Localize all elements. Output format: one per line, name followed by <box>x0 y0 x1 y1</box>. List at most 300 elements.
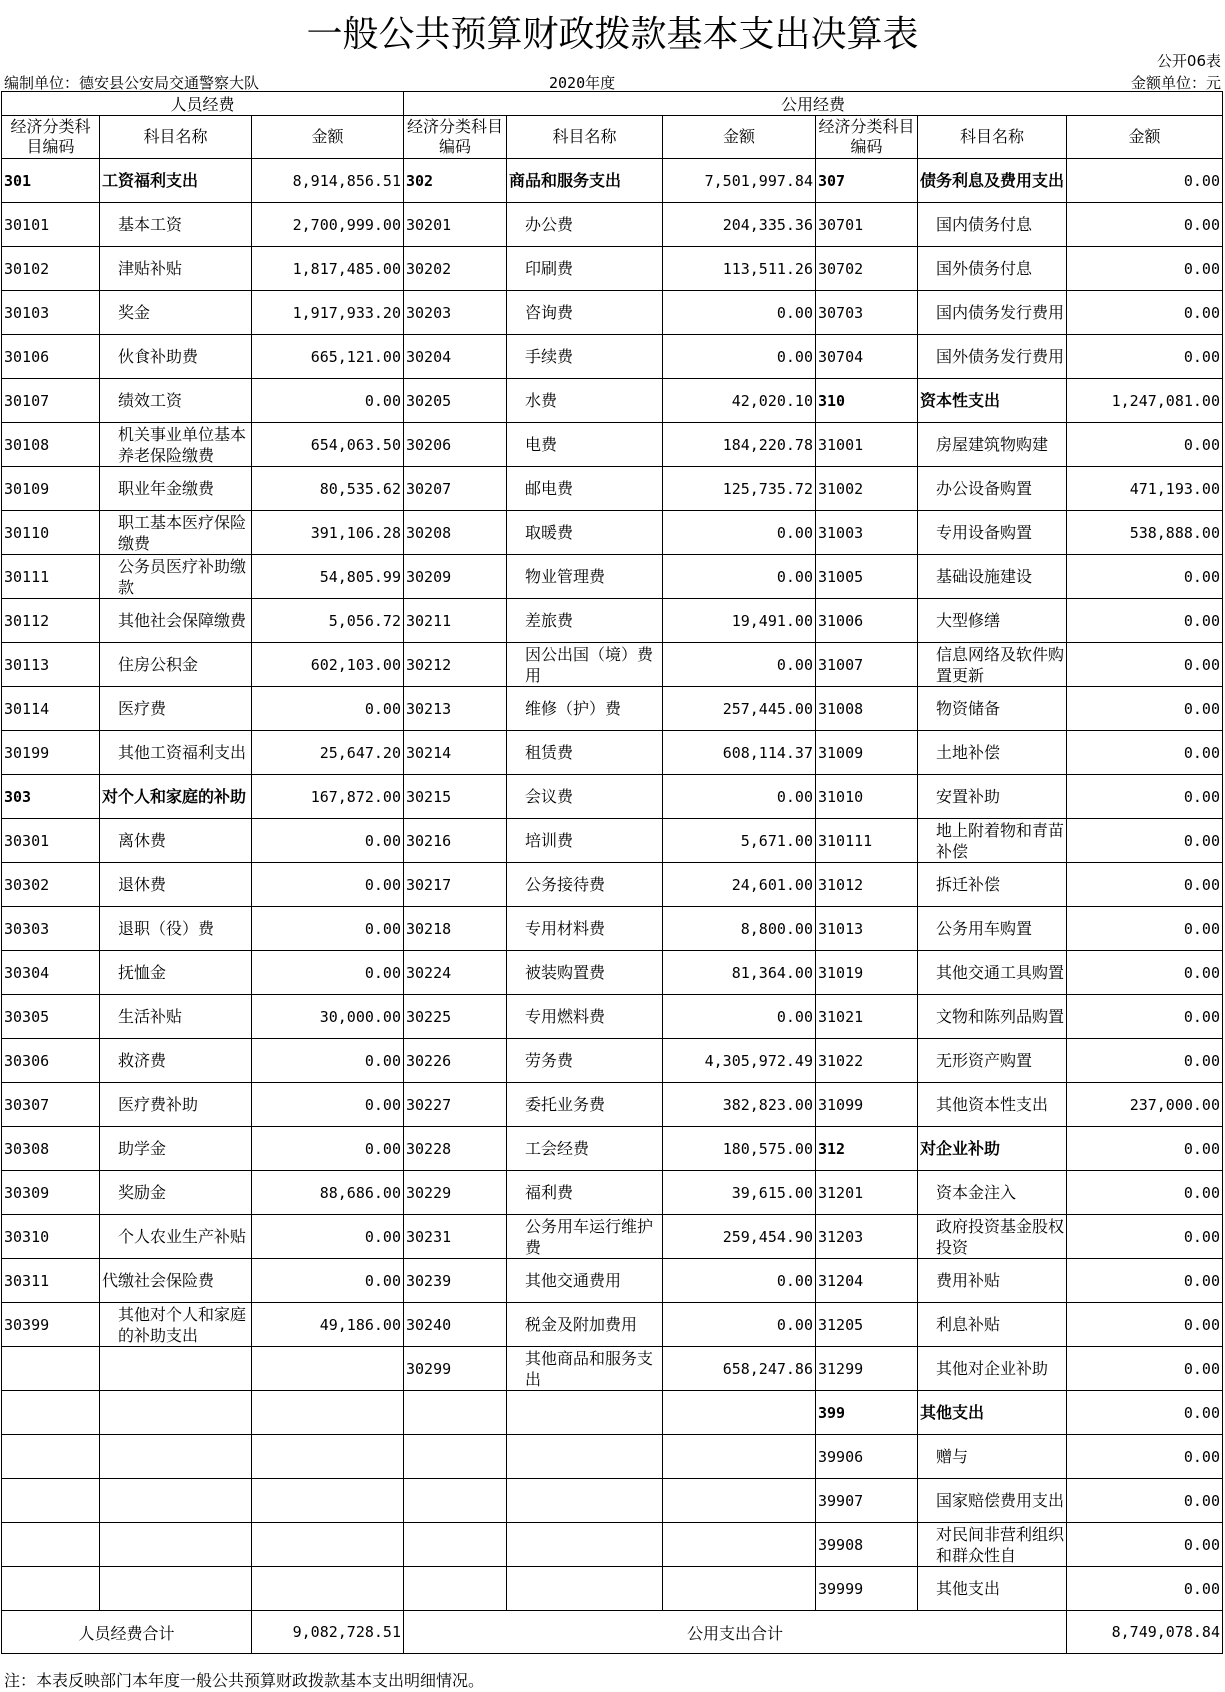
item-name <box>918 1435 1067 1479</box>
table-row <box>2 335 1223 379</box>
item-code: 30199 <box>2 731 100 775</box>
item-name <box>507 1435 663 1479</box>
page-title: 一般公共预算财政拨款基本支出决算表 <box>306 14 919 55</box>
item-code: 30212 <box>404 643 507 687</box>
item-name <box>100 687 252 731</box>
item-amount: 237,000.00 <box>1067 1083 1223 1127</box>
item-code <box>2 1479 100 1523</box>
item-name <box>507 1567 663 1611</box>
item-name <box>100 203 252 247</box>
item-name-text: 其他交通工具购置 <box>936 963 1064 982</box>
item-amount: 0.00 <box>1067 203 1223 247</box>
item-amount: 0.00 <box>663 643 816 687</box>
table-row <box>2 819 1223 863</box>
item-name <box>100 995 252 1039</box>
table-row <box>2 687 1223 731</box>
code-column-header: 经济分类科目编码 <box>816 116 918 159</box>
item-amount: 167,872.00 <box>252 775 404 819</box>
item-amount: 0.00 <box>663 775 816 819</box>
item-name <box>100 907 252 951</box>
item-amount: 81,364.00 <box>663 951 816 995</box>
item-code: 30239 <box>404 1259 507 1303</box>
item-name <box>918 511 1067 555</box>
item-name-text: 公务接待费 <box>525 875 606 894</box>
item-amount: 0.00 <box>1067 863 1223 907</box>
item-name-text: 救济费 <box>118 1051 167 1070</box>
item-name <box>918 1215 1067 1259</box>
item-code: 30217 <box>404 863 507 907</box>
item-amount: 0.00 <box>1067 555 1223 599</box>
item-amount: 0.00 <box>1067 1215 1223 1259</box>
item-amount: 0.00 <box>252 1215 404 1259</box>
item-name <box>918 643 1067 687</box>
item-name <box>918 1083 1067 1127</box>
item-code: 30107 <box>2 379 100 423</box>
item-name-text: 安置补助 <box>936 787 1001 806</box>
item-code: 31021 <box>816 995 918 1039</box>
item-amount: 0.00 <box>252 907 404 951</box>
table-row <box>2 731 1223 775</box>
item-name-text: 其他工资福利支出 <box>118 743 247 762</box>
item-amount <box>663 1391 816 1435</box>
item-code: 30103 <box>2 291 100 335</box>
table-row <box>2 1479 1223 1523</box>
item-code: 31013 <box>816 907 918 951</box>
item-name <box>100 379 252 423</box>
item-name-text: 会议费 <box>525 787 574 806</box>
table-row <box>2 643 1223 687</box>
item-name <box>918 599 1067 643</box>
item-name-text: 伙食补助费 <box>118 347 199 366</box>
item-code: 31005 <box>816 555 918 599</box>
item-name-text: 办公设备购置 <box>936 479 1033 498</box>
item-name-text: 国内债务付息 <box>936 215 1033 234</box>
item-code: 31022 <box>816 1039 918 1083</box>
item-code: 307 <box>816 159 918 203</box>
item-amount: 0.00 <box>1067 291 1223 335</box>
item-name <box>100 335 252 379</box>
item-amount: 113,511.26 <box>663 247 816 291</box>
item-name-text: 资本性支出 <box>920 391 1001 410</box>
item-name <box>507 159 663 203</box>
public-total-label: 公用支出合计 <box>404 1611 1067 1654</box>
item-code: 30218 <box>404 907 507 951</box>
item-name <box>918 951 1067 995</box>
item-code: 30209 <box>404 555 507 599</box>
item-name-text: 电费 <box>525 435 558 454</box>
item-name-text: 离休费 <box>118 831 167 850</box>
item-code: 30211 <box>404 599 507 643</box>
fiscal-year: 2020年度 <box>549 74 616 92</box>
item-code <box>404 1391 507 1435</box>
item-name-text: 文物和陈列品购置 <box>936 1007 1064 1026</box>
item-code: 30227 <box>404 1083 507 1127</box>
table-row <box>2 423 1223 467</box>
item-amount: 0.00 <box>1067 1523 1223 1567</box>
item-code: 31205 <box>816 1303 918 1347</box>
personnel-total-label: 人员经费合计 <box>2 1611 252 1654</box>
item-amount <box>252 1391 404 1435</box>
item-amount: 608,114.37 <box>663 731 816 775</box>
item-amount <box>252 1347 404 1391</box>
table-row <box>2 1259 1223 1303</box>
item-amount: 0.00 <box>1067 247 1223 291</box>
item-amount: 0.00 <box>1067 1259 1223 1303</box>
item-name-text: 代缴社会保险费 <box>102 1271 215 1290</box>
item-name <box>100 1347 252 1391</box>
item-amount: 49,186.00 <box>252 1303 404 1347</box>
item-amount: 654,063.50 <box>252 423 404 467</box>
item-name-text: 医疗费 <box>118 699 167 718</box>
item-code: 31019 <box>816 951 918 995</box>
item-name <box>100 731 252 775</box>
name-column-header: 科目名称 <box>918 116 1067 159</box>
item-name-text: 土地补偿 <box>936 743 1001 762</box>
item-name <box>100 511 252 555</box>
item-code: 30229 <box>404 1171 507 1215</box>
item-name-text: 租赁费 <box>525 743 574 762</box>
item-code: 30202 <box>404 247 507 291</box>
item-amount: 0.00 <box>663 511 816 555</box>
table-row <box>2 291 1223 335</box>
item-amount: 0.00 <box>1067 1479 1223 1523</box>
item-code: 302 <box>404 159 507 203</box>
item-name <box>918 1391 1067 1435</box>
item-name-text: 债务利息及费用支出 <box>920 171 1064 190</box>
item-amount: 257,445.00 <box>663 687 816 731</box>
item-name <box>507 1479 663 1523</box>
table-row <box>2 1215 1223 1259</box>
item-amount: 0.00 <box>1067 731 1223 775</box>
table-row <box>2 1127 1223 1171</box>
item-code: 31002 <box>816 467 918 511</box>
item-amount <box>663 1479 816 1523</box>
item-name <box>507 555 663 599</box>
item-code <box>2 1523 100 1567</box>
item-name <box>100 1083 252 1127</box>
item-name <box>507 379 663 423</box>
item-name-text: 基本工资 <box>118 215 183 234</box>
item-name <box>100 1039 252 1083</box>
item-code: 30240 <box>404 1303 507 1347</box>
item-amount: 0.00 <box>1067 423 1223 467</box>
item-amount: 0.00 <box>1067 335 1223 379</box>
item-amount: 54,805.99 <box>252 555 404 599</box>
item-name <box>100 247 252 291</box>
item-code: 30224 <box>404 951 507 995</box>
item-name <box>918 907 1067 951</box>
item-name <box>100 951 252 995</box>
item-amount: 0.00 <box>663 555 816 599</box>
item-amount: 88,686.00 <box>252 1171 404 1215</box>
item-amount: 259,454.90 <box>663 1215 816 1259</box>
item-amount <box>252 1523 404 1567</box>
code-column-header: 经济分类科目编码 <box>404 116 507 159</box>
item-name <box>100 1391 252 1435</box>
item-name-text: 其他交通费用 <box>525 1271 622 1290</box>
item-code: 39906 <box>816 1435 918 1479</box>
item-name-text: 津贴补贴 <box>118 259 183 278</box>
item-code: 30303 <box>2 907 100 951</box>
table-row <box>2 379 1223 423</box>
item-name <box>100 1303 252 1347</box>
item-code: 30106 <box>2 335 100 379</box>
table-row <box>2 203 1223 247</box>
item-name <box>507 511 663 555</box>
item-name <box>507 599 663 643</box>
item-amount: 0.00 <box>1067 775 1223 819</box>
item-name-text: 取暖费 <box>525 523 574 542</box>
item-name <box>100 423 252 467</box>
item-name <box>507 423 663 467</box>
item-name-text: 邮电费 <box>525 479 574 498</box>
name-column-header: 科目名称 <box>100 116 252 159</box>
item-name-text: 住房公积金 <box>118 655 199 674</box>
item-name <box>100 467 252 511</box>
item-amount: 0.00 <box>663 1259 816 1303</box>
item-name <box>100 291 252 335</box>
item-name-text: 机关事业单位基本养老保险缴费 <box>118 424 247 465</box>
item-name-text: 奖励金 <box>118 1183 167 1202</box>
item-code: 31006 <box>816 599 918 643</box>
item-name-text: 公务员医疗补助缴款 <box>118 556 247 597</box>
item-amount: 5,056.72 <box>252 599 404 643</box>
item-name-text: 专用材料费 <box>525 919 606 938</box>
item-name-text: 医疗费补助 <box>118 1095 199 1114</box>
item-amount: 538,888.00 <box>1067 511 1223 555</box>
item-name-text: 退职（役）费 <box>118 919 215 938</box>
item-name-text: 水费 <box>525 391 558 410</box>
item-code: 30309 <box>2 1171 100 1215</box>
item-name-text: 专用燃料费 <box>525 1007 606 1026</box>
item-code: 30114 <box>2 687 100 731</box>
table-row <box>2 1523 1223 1567</box>
item-name-text: 国内债务发行费用 <box>936 303 1064 322</box>
table-row <box>2 1083 1223 1127</box>
item-name-text: 被装购置费 <box>525 963 606 982</box>
item-name <box>507 1347 663 1391</box>
item-name-text: 其他支出 <box>936 1579 1001 1598</box>
item-name-text: 资本金注入 <box>936 1183 1017 1202</box>
item-name-text: 印刷费 <box>525 259 574 278</box>
item-code: 30304 <box>2 951 100 995</box>
item-amount: 204,335.36 <box>663 203 816 247</box>
item-code: 39908 <box>816 1523 918 1567</box>
item-amount: 0.00 <box>1067 1039 1223 1083</box>
item-code: 31001 <box>816 423 918 467</box>
item-amount: 4,305,972.49 <box>663 1039 816 1083</box>
item-amount: 0.00 <box>1067 1391 1223 1435</box>
item-name-text: 生活补贴 <box>118 1007 183 1026</box>
item-amount <box>252 1567 404 1611</box>
item-code: 30305 <box>2 995 100 1039</box>
item-code: 30307 <box>2 1083 100 1127</box>
item-name-text: 职工基本医疗保险缴费 <box>118 512 247 553</box>
item-amount: 0.00 <box>252 1259 404 1303</box>
table-row <box>2 1347 1223 1391</box>
item-amount: 665,121.00 <box>252 335 404 379</box>
item-code: 303 <box>2 775 100 819</box>
item-name <box>507 291 663 335</box>
item-amount: 0.00 <box>1067 643 1223 687</box>
item-name-text: 政府投资基金股权投资 <box>936 1216 1064 1257</box>
item-amount: 0.00 <box>252 379 404 423</box>
item-code: 30399 <box>2 1303 100 1347</box>
table-row <box>2 775 1223 819</box>
item-code: 31099 <box>816 1083 918 1127</box>
item-name <box>918 819 1067 863</box>
item-name <box>918 247 1067 291</box>
item-amount: 0.00 <box>1067 907 1223 951</box>
item-name <box>507 819 663 863</box>
item-amount: 382,823.00 <box>663 1083 816 1127</box>
item-amount: 7,501,997.84 <box>663 159 816 203</box>
table-row <box>2 1171 1223 1215</box>
item-name <box>918 555 1067 599</box>
item-code <box>404 1567 507 1611</box>
item-name <box>507 1303 663 1347</box>
item-name <box>507 1391 663 1435</box>
item-name <box>507 467 663 511</box>
item-code: 30301 <box>2 819 100 863</box>
item-name <box>918 1039 1067 1083</box>
item-name <box>918 1479 1067 1523</box>
item-code: 31007 <box>816 643 918 687</box>
item-code: 30702 <box>816 247 918 291</box>
item-name <box>918 775 1067 819</box>
item-name <box>100 1435 252 1479</box>
item-amount: 42,020.10 <box>663 379 816 423</box>
amount-column-header: 金额 <box>1067 116 1223 159</box>
item-code: 312 <box>816 1127 918 1171</box>
item-amount: 8,914,856.51 <box>252 159 404 203</box>
item-amount: 0.00 <box>1067 159 1223 203</box>
item-name <box>507 1127 663 1171</box>
item-name-text: 其他对企业补助 <box>936 1359 1049 1378</box>
item-name-text: 其他资本性支出 <box>936 1095 1049 1114</box>
item-name <box>100 1523 252 1567</box>
item-name <box>918 687 1067 731</box>
item-name <box>100 1171 252 1215</box>
item-name-text: 因公出国（境）费用 <box>525 644 654 685</box>
item-name <box>100 555 252 599</box>
item-name-text: 费用补贴 <box>936 1271 1001 1290</box>
item-name-text: 工资福利支出 <box>102 171 199 190</box>
item-code: 30203 <box>404 291 507 335</box>
table-row <box>2 555 1223 599</box>
item-amount: 0.00 <box>1067 687 1223 731</box>
item-name <box>918 1347 1067 1391</box>
item-code: 30201 <box>404 203 507 247</box>
item-amount: 0.00 <box>1067 1303 1223 1347</box>
item-name-text: 税金及附加费用 <box>525 1315 638 1334</box>
item-name-text: 差旅费 <box>525 611 574 630</box>
name-column-header: 科目名称 <box>507 116 663 159</box>
item-name-text: 商品和服务支出 <box>509 171 622 190</box>
item-amount: 19,491.00 <box>663 599 816 643</box>
public-header: 公用经费 <box>404 92 1223 116</box>
item-code: 31204 <box>816 1259 918 1303</box>
item-name <box>507 643 663 687</box>
item-name <box>918 731 1067 775</box>
item-code: 30703 <box>816 291 918 335</box>
item-name-text: 奖金 <box>118 303 151 322</box>
item-name <box>100 863 252 907</box>
item-code: 30102 <box>2 247 100 291</box>
item-name-text: 其他支出 <box>920 1403 985 1422</box>
item-name <box>100 599 252 643</box>
item-name <box>100 1215 252 1259</box>
item-name <box>100 775 252 819</box>
item-name-text: 物业管理费 <box>525 567 606 586</box>
item-name-text: 工会经费 <box>525 1139 590 1158</box>
item-name-text: 职业年金缴费 <box>118 479 215 498</box>
item-amount: 602,103.00 <box>252 643 404 687</box>
item-name-text: 对企业补助 <box>920 1139 1001 1158</box>
item-name <box>918 291 1067 335</box>
item-amount: 0.00 <box>252 1127 404 1171</box>
item-name <box>507 1083 663 1127</box>
item-name-text: 国家赔偿费用支出 <box>936 1491 1064 1510</box>
item-amount: 0.00 <box>663 335 816 379</box>
item-code: 39907 <box>816 1479 918 1523</box>
item-amount: 0.00 <box>663 995 816 1039</box>
item-name-text: 大型修缮 <box>936 611 1001 630</box>
item-amount: 125,735.72 <box>663 467 816 511</box>
item-amount: 25,647.20 <box>252 731 404 775</box>
item-name <box>507 335 663 379</box>
item-code <box>2 1391 100 1435</box>
footnote: 注：本表反映部门本年度一般公共预算财政拨款基本支出明细情况。 <box>4 1671 485 1690</box>
item-code: 30308 <box>2 1127 100 1171</box>
item-name <box>918 995 1067 1039</box>
item-amount <box>252 1435 404 1479</box>
item-amount: 0.00 <box>1067 951 1223 995</box>
item-amount: 0.00 <box>663 1303 816 1347</box>
item-amount: 0.00 <box>1067 1171 1223 1215</box>
item-name <box>918 203 1067 247</box>
table-row <box>2 863 1223 907</box>
item-amount: 0.00 <box>663 291 816 335</box>
item-name-text: 物资储备 <box>936 699 1001 718</box>
table-row <box>2 1303 1223 1347</box>
item-name <box>918 379 1067 423</box>
item-name <box>100 819 252 863</box>
item-name <box>918 1171 1067 1215</box>
item-code: 30110 <box>2 511 100 555</box>
item-name-text: 专用设备购置 <box>936 523 1033 542</box>
item-name <box>507 731 663 775</box>
item-code: 310 <box>816 379 918 423</box>
item-name-text: 利息补贴 <box>936 1315 1001 1334</box>
item-code <box>2 1435 100 1479</box>
public-total-amount: 8,749,078.84 <box>1067 1611 1223 1654</box>
table-row <box>2 995 1223 1039</box>
item-amount: 2,700,999.00 <box>252 203 404 247</box>
item-name-text: 对个人和家庭的补助 <box>102 787 247 806</box>
item-name <box>918 863 1067 907</box>
personnel-total-amount: 9,082,728.51 <box>252 1611 404 1654</box>
item-code: 30204 <box>404 335 507 379</box>
item-name-text: 培训费 <box>525 831 574 850</box>
item-name-text: 委托业务费 <box>525 1095 606 1114</box>
table-row <box>2 247 1223 291</box>
item-code: 30112 <box>2 599 100 643</box>
item-name <box>918 1127 1067 1171</box>
item-amount: 0.00 <box>252 687 404 731</box>
item-code: 31203 <box>816 1215 918 1259</box>
item-name <box>100 1479 252 1523</box>
